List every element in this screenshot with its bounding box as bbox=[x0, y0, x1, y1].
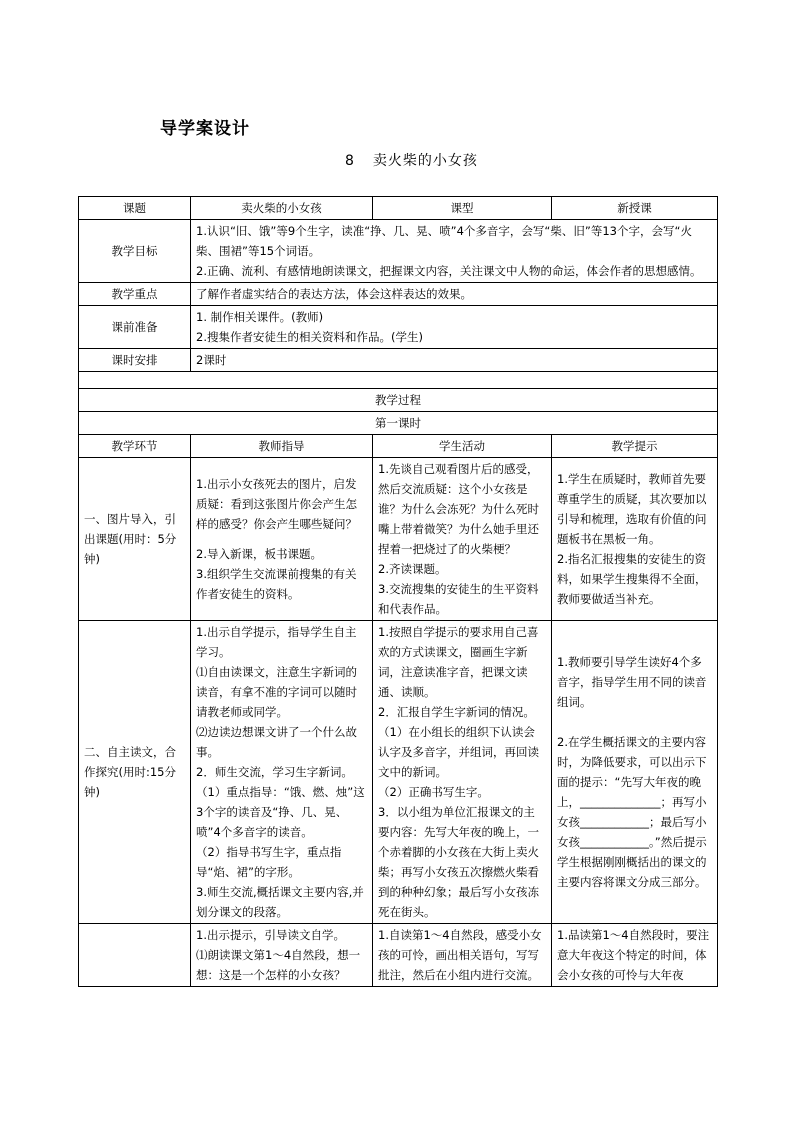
topic-label: 课题 bbox=[79, 197, 191, 220]
student-item: 1.按照自学提示的要求用自己喜欢的方式读课文，圈画生字新词，注意读准字音，把课文读通、读顺。 bbox=[378, 625, 539, 699]
teacher-item: 3.组织学生交流课前搜集的有关作者安徒生的资料。 bbox=[196, 567, 357, 601]
lesson-name: 卖火柴的小女孩 bbox=[372, 153, 478, 169]
column-header-row bbox=[79, 435, 718, 458]
section1-teacher bbox=[191, 458, 373, 621]
section2-stage: 二、自主读文，合作探究(用时:15分钟) bbox=[79, 621, 191, 924]
section2-row bbox=[79, 621, 718, 924]
focus-label: 教学重点 bbox=[79, 283, 191, 306]
lesson-title bbox=[345, 150, 478, 170]
tip-item: 1.教师要引导学生读好4个多音字，指导学生用不同的读音组词。 bbox=[557, 655, 707, 709]
column-header: 学生活动 bbox=[373, 435, 552, 458]
student-item: （2）正确书写生字。 bbox=[378, 785, 489, 799]
teacher-item: ⑴朗读课文第1～4自然段，想一想：这是一个怎样的小女孩？ bbox=[196, 948, 361, 982]
teacher-item: （1）重点指导：“饿、燃、烛”这3个字的读音及“挣、几、晃、喷”4个多音字的读音。 bbox=[196, 785, 365, 839]
section3-row bbox=[79, 924, 718, 987]
student-item: 3.交流搜集的安徒生的生平资料和代表作品。 bbox=[378, 582, 539, 616]
student-item: 1.自读第1～4自然段，感受小女孩的可怜，画出相关语句，写写批注，然后在小组内进行交流。 bbox=[378, 928, 542, 982]
goals-row bbox=[79, 220, 718, 283]
tip-item: 2.在学生概括课文的主要内容时，为降低要求，可以出示下面的提示：“先写大年夜的晚上，______________；再写小女孩____________；最后写小女孩____________。”然后提示学生根据刚刚概括出的课文的主要内容将课文分成三部分。 bbox=[557, 735, 707, 889]
section1-stage: 一、图片导入，引出课题(用时：5分钟) bbox=[79, 458, 191, 621]
goal-item: 1.认识“旧、饿”等9个生字，读准“挣、几、晃、喷”4个多音字，会写“柴、旧”等13个字，会写“火柴、围裙”等15个词语。 bbox=[196, 224, 692, 258]
teacher-item: 1.出示小女孩死去的图片，启发质疑：看到这张图片你会产生怎样的感受？你会产生哪些疑问？ bbox=[196, 477, 357, 531]
section1-tips bbox=[552, 458, 718, 621]
column-header: 教学环节 bbox=[79, 435, 191, 458]
type-value: 新授课 bbox=[552, 197, 718, 220]
goal-item: 2.正确、流利、有感情地朗读课文，把握课文内容，关注课文中人物的命运，体会作者的思想感情。 bbox=[196, 264, 702, 278]
teacher-item: ⑴自由读课文，注意生字新词的读音，有拿不准的字词可以随时请教老师或同学。 bbox=[196, 665, 357, 719]
period-row bbox=[79, 412, 718, 435]
schedule-row bbox=[79, 349, 718, 372]
section1-row bbox=[79, 458, 718, 621]
prep-label: 课前准备 bbox=[79, 306, 191, 349]
goals-label: 教学目标 bbox=[79, 220, 191, 283]
student-item: 2.齐读课题。 bbox=[378, 562, 447, 576]
section3-student bbox=[373, 924, 552, 987]
teacher-item: 3.师生交流,概括课文主要内容,并划分课文的段落。 bbox=[196, 885, 364, 919]
tip-item: 1.学生在质疑时，教师首先要尊重学生的质疑，其次要加以引导和梳理，选取有价值的问题板书在黑板一角。 bbox=[557, 472, 707, 546]
section2-tips bbox=[552, 621, 718, 924]
teacher-item: 1.出示自学提示，指导学生自主学习。 bbox=[196, 625, 357, 659]
process-row bbox=[79, 389, 718, 412]
section3-teacher bbox=[191, 924, 373, 987]
section3-stage bbox=[79, 924, 191, 987]
goals-content bbox=[191, 220, 718, 283]
document-title: 导学案设计 bbox=[160, 119, 250, 139]
teacher-item: ⑵边读边想课文讲了一个什么故事。 bbox=[196, 725, 357, 759]
column-header: 教学提示 bbox=[552, 435, 718, 458]
topic-row bbox=[79, 197, 718, 220]
teacher-item: 2．师生交流，学习生字新词。 bbox=[196, 765, 353, 779]
tip-item: 2.指名汇报搜集的安徒生的资料，如果学生搜集得不全面，教师要做适当补充。 bbox=[557, 552, 707, 606]
section1-student bbox=[373, 458, 552, 621]
tip-item: 1.品读第1～4自然段时，要注意大年夜这个特定的时间，体会小女孩的可怜与大年夜 bbox=[557, 928, 710, 982]
lesson-plan-table bbox=[78, 196, 718, 987]
column-header: 教师指导 bbox=[191, 435, 373, 458]
teacher-item: （2）指导书写生字，重点指导“焰、裙”的字形。 bbox=[196, 845, 342, 879]
prep-item: 2.搜集作者安徒生的相关资料和作品。(学生) bbox=[196, 330, 423, 344]
prep-content bbox=[191, 306, 718, 349]
schedule-label: 课时安排 bbox=[79, 349, 191, 372]
period-title: 第一课时 bbox=[79, 412, 718, 435]
schedule-value: 2课时 bbox=[191, 349, 718, 372]
prep-row bbox=[79, 306, 718, 349]
student-item: （1）在小组长的组织下认读会认字及多音字，并组词，再回读文中的新词。 bbox=[378, 725, 539, 779]
student-item: 2．汇报自学生字新词的情况。 bbox=[378, 705, 535, 719]
teacher-item: 1.出示提示，引导读文自学。 bbox=[196, 928, 345, 942]
student-item: 1.先谈自己观看图片后的感受，然后交流质疑：这个小女孩是谁？为什么会冻死？为什么死时嘴上带着微笑？为什么她手里还捏着一把烧过了的火柴梗？ bbox=[378, 462, 539, 556]
section2-student bbox=[373, 621, 552, 924]
section3-tips bbox=[552, 924, 718, 987]
teacher-item: 2.导入新课，板书课题。 bbox=[196, 547, 322, 561]
lesson-number: 8 bbox=[345, 153, 355, 169]
section2-teacher bbox=[191, 621, 373, 924]
topic-value: 卖火柴的小女孩 bbox=[191, 197, 373, 220]
prep-item: 1. 制作相关课件。(教师) bbox=[196, 310, 324, 324]
student-item: 3．以小组为单位汇报课文的主要内容：先写大年夜的晚上，一个赤着脚的小女孩在大街上卖火柴；再写小女孩五次擦燃火柴看到的种种幻象；最后写小女孩冻死在街头。 bbox=[378, 805, 539, 919]
process-title: 教学过程 bbox=[79, 389, 718, 412]
focus-row bbox=[79, 283, 718, 306]
type-label: 课型 bbox=[373, 197, 552, 220]
blank-row bbox=[79, 372, 718, 389]
focus-value: 了解作者虚实结合的表达方法，体会这样表达的效果。 bbox=[191, 283, 718, 306]
